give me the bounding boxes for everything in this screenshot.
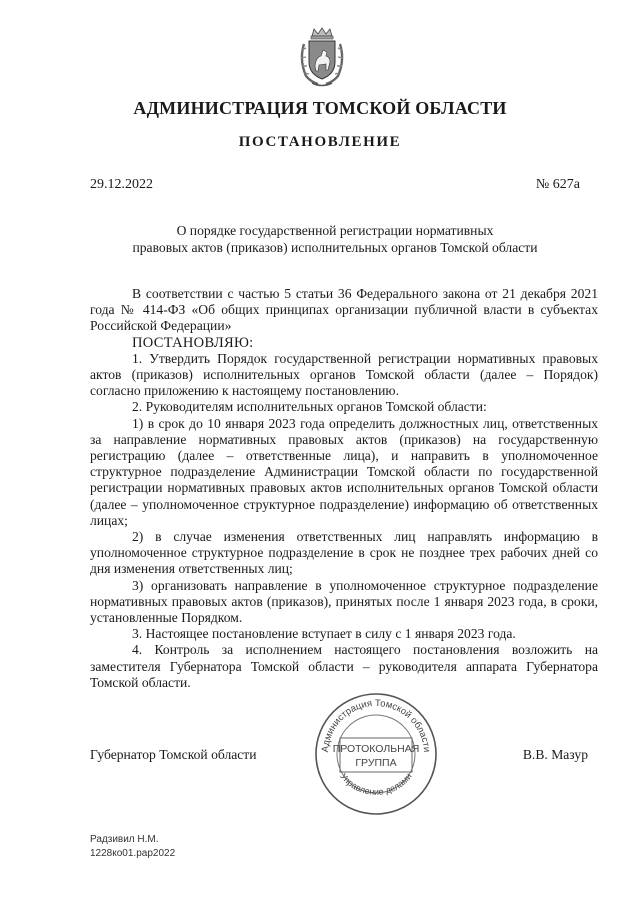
document-number: № 627а xyxy=(535,177,580,192)
subclause-paragraph: 1) в срок до 10 января 2023 года определить должностных лиц, ответственных за направление нормативных правовых актов (приказов) на государственную регистрацию (далее – ответственные лица), и направить в уполномоченное структурное подразделение Администрации Томской области по государственной регистрации нормативных правовых актов исполнительных органов Томской области (далее – уполномоченное структурное подразделение) информацию об ответственных лицах; xyxy=(90,415,598,528)
document-date: 29.12.2022 xyxy=(90,177,153,192)
signatory-title: Губернатор Томской области xyxy=(90,747,257,762)
executor-info xyxy=(90,833,175,861)
preamble-paragraph: В соответствии с частью 5 статьи 36 Федерального закона от 21 декабря 2021 года № 414-ФЗ «Об общих принципах организации публичной власти в субъектах Российской Федерации» xyxy=(90,286,598,334)
document-body xyxy=(90,286,598,691)
clause-paragraph: 3. Настоящее постановление вступает в силу с 1 января 2023 года. xyxy=(132,626,516,642)
document-subject xyxy=(90,222,580,256)
clause-paragraph: 1. Утвердить Порядок государственной регистрации нормативных правовых актов (приказов) исполнительных органов Томской области (далее – Порядок) согласно приложению к настоящему постановлению. xyxy=(90,350,598,399)
stamp-ring-text: Администрация Томской области xyxy=(319,697,433,753)
subject-line: правовых актов (приказов) исполнительных органов Томской области xyxy=(132,240,538,255)
document-type-heading: ПОСТАНОВЛЕНИЕ xyxy=(238,134,402,150)
clause-paragraph: 2. Руководителям исполнительных органов Томской области: xyxy=(132,399,487,415)
subclause-paragraph: 2) в случае изменения ответственных лиц направлять информацию в уполномоченное структурное подразделение в срок не позднее трех рабочих дней со дня изменения ответственных лиц; xyxy=(90,529,598,577)
stamp-ring-text-bottom: Управление делами xyxy=(338,771,414,797)
stamp-center-line: ГРУППА xyxy=(355,757,397,769)
coat-of-arms-icon xyxy=(298,26,346,88)
resolve-heading: ПОСТАНОВЛЯЮ: xyxy=(132,334,254,351)
subclause-paragraph: 3) организовать направление в уполномоченное структурное подразделение нормативных правовых актов (приказов), принятых после 1 января 2023 года, в сроки, установленные Порядком. xyxy=(90,577,598,626)
stamp-center-line: ПРОТОКОЛЬНАЯ xyxy=(332,743,420,755)
organization-title: АДМИНИСТРАЦИЯ ТОМСКОЙ ОБЛАСТИ xyxy=(133,98,507,118)
executor-code: 1228ко01.рар2022 xyxy=(90,848,176,859)
official-stamp xyxy=(312,690,440,818)
clause-paragraph: 4. Контроль за исполнением настоящего постановления возложить на заместителя Губернатора Томской области – руководителя аппарата Губернатора Томской области. xyxy=(90,642,598,690)
executor-name: Радзивил Н.М. xyxy=(90,834,159,845)
signatory-name: В.В. Мазур xyxy=(522,747,588,762)
subject-line: О порядке государственной регистрации нормативных xyxy=(176,223,494,238)
